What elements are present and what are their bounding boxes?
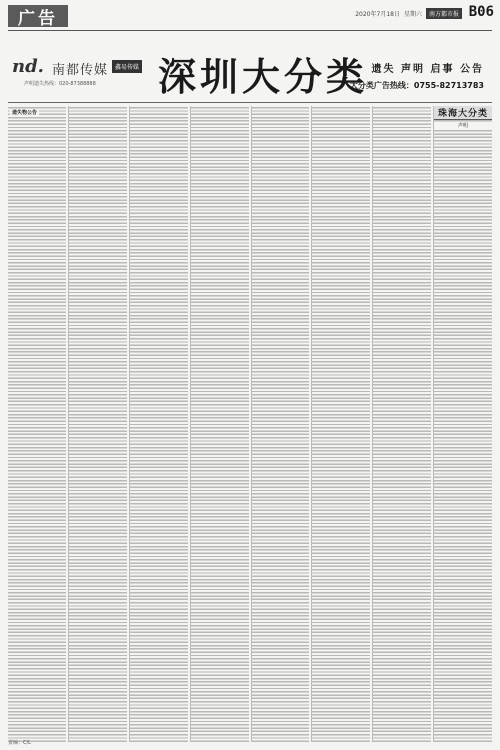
brand-name: 南都传媒 (52, 63, 109, 78)
column-2 (68, 106, 127, 742)
weekday: 星期六 (403, 11, 422, 18)
column-1 (8, 106, 66, 742)
column-8 (433, 106, 492, 742)
masthead-rule (8, 102, 492, 103)
classified-columns (8, 106, 492, 742)
section-tab: 广告 (8, 5, 68, 27)
ad-hotline: 大分类广告热线：0755-82713783 (349, 81, 484, 90)
column-7 (372, 106, 431, 742)
logo: nd. (12, 56, 44, 77)
column-5 (251, 106, 310, 742)
column-1-heading: 遗失物公告 (12, 110, 38, 116)
column-3 (129, 106, 188, 742)
footer-credit: 责编：C/L (8, 740, 31, 746)
masthead (8, 36, 492, 100)
date: 2020年7月18日 (355, 11, 400, 18)
zhuhai-subheading: 声明 (434, 122, 492, 129)
zhuhai-heading: 珠海大分类 (434, 106, 492, 120)
sub-badge: 鑫易传媒 (112, 60, 142, 73)
page-number: B06 (468, 4, 494, 20)
hotline-small: 声明遗失热线：020-87388888 (24, 81, 96, 87)
page-title: 深圳大分类 (158, 54, 369, 99)
top-rule (8, 30, 492, 31)
column-4 (190, 106, 249, 742)
notice-categories: 遗失 声明 启事 公告 (371, 64, 484, 75)
top-bar (0, 0, 500, 30)
column-6 (311, 106, 370, 742)
issue-badge: 南方都市报 (426, 8, 462, 19)
date-line (355, 8, 462, 19)
